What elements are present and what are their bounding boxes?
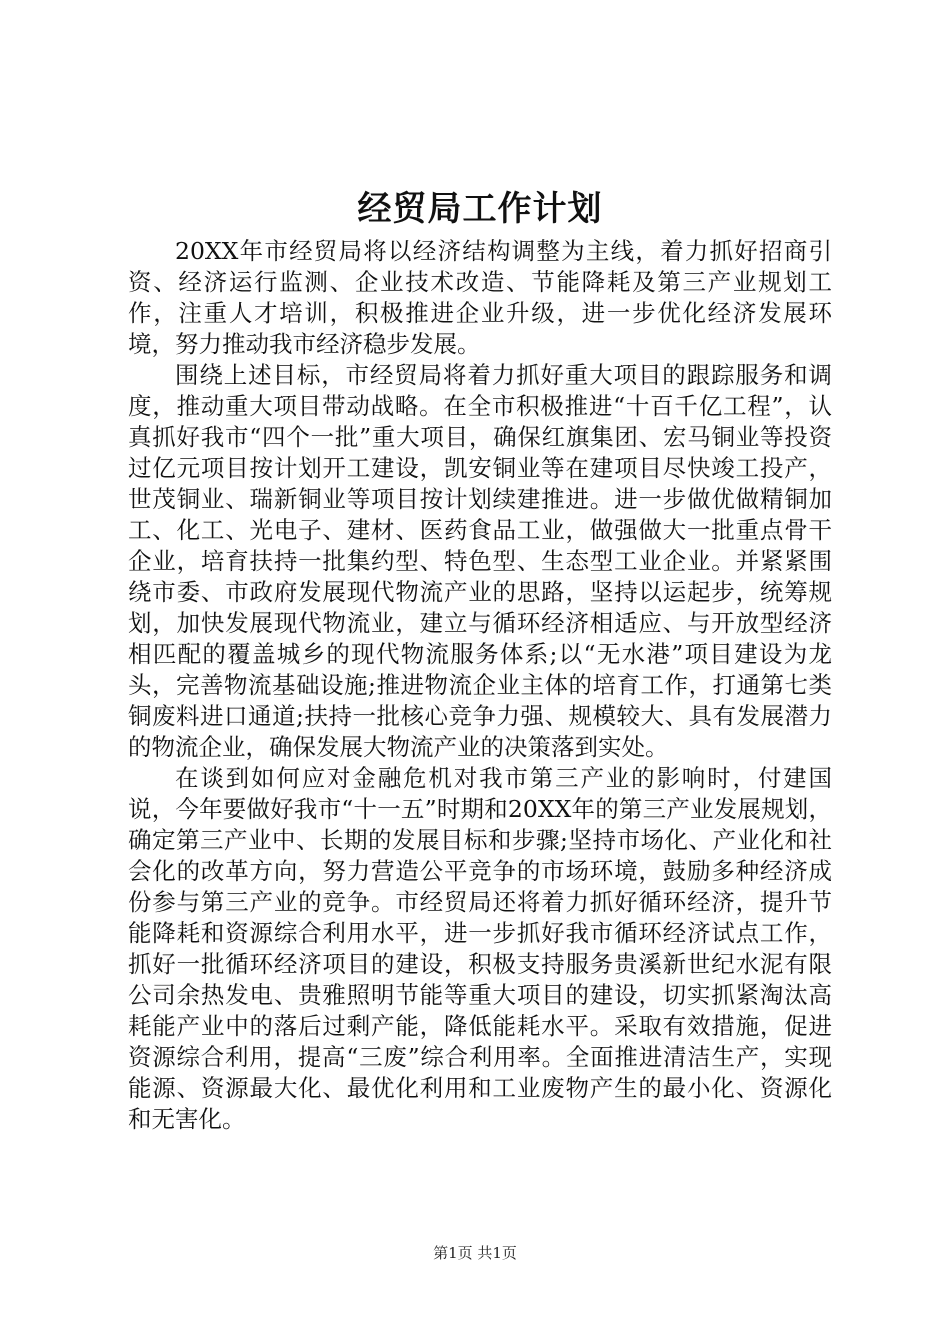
document-title: 经贸局工作计划 [357,189,603,229]
document-body [128,236,832,1135]
paragraph-1: 20XX年市经贸局将以经济结构调整为主线，着力抓好招商引资、经济运行监测、企业技术改造、节能降耗及第三产业规划工作，注重人才培训，积极推进企业升级，进一步优化经济发展环境，努力推动我市经济稳步发展。 [128,237,832,358]
paragraph-2: 围绕上述目标，市经贸局将着力抓好重大项目的跟踪服务和调度，推动重大项目带动战略。在全市积极推进“十百千亿工程”，认真抓好我市“四个一批”重大项目，确保红旗集团、宏马铜业等投资过亿元项目按计划开工建设，凯安铜业等在建项目尽快竣工投产，世茂铜业、瑞新铜业等项目按计划续建推进。进一步做优做精铜加工、化工、光电子、建材、医药食品工业，做强做大一批重点骨干企业，培育扶持一批集约型、特色型、生态型工业企业。并紧紧围绕市委、市政府发展现代物流产业的思路，坚持以运起步，统筹规划，加快发展现代物流业，建立与循环经济相适应、与开放型经济相匹配的覆盖城乡的现代物流服务体系;以“无水港”项目建设为龙头，完善物流基础设施;推进物流企业主体的培育工作，打通第七类铜废料进口通道;扶持一批核心竞争力强、规模较大、具有发展潜力的物流企业，确保发展大物流产业的决策落到实处。 [128,361,832,761]
paragraph-3: 在谈到如何应对金融危机对我市第三产业的影响时，付建国说，今年要做好我市“十一五”时期和20XX年的第三产业发展规划，确定第三产业中、长期的发展目标和步骤;坚持市场化、产业化和社会化的改革方向，努力营造公平竞争的市场环境，鼓励多种经济成份参与第三产业的竞争。市经贸局还将着力抓好循环经济，提升节能降耗和资源综合利用水平，进一步抓好我市循环经济试点工作，抓好一批循环经济项目的建设，积极支持服务贵溪新世纪水泥有限公司余热发电、贵雅照明节能等重大项目的建设，切实抓紧淘汰高耗能产业中的落后过剩产能，降低能耗水平。采取有效措施，促进资源综合利用，提高“三废”综合利用率。全面推进清洁生产，实现能源、资源最大化、最优化利用和工业废物产生的最小化、资源化和无害化。 [128,764,832,1133]
document-page [128,0,832,1344]
page-footer: 第1页 共1页 [433,1244,517,1262]
